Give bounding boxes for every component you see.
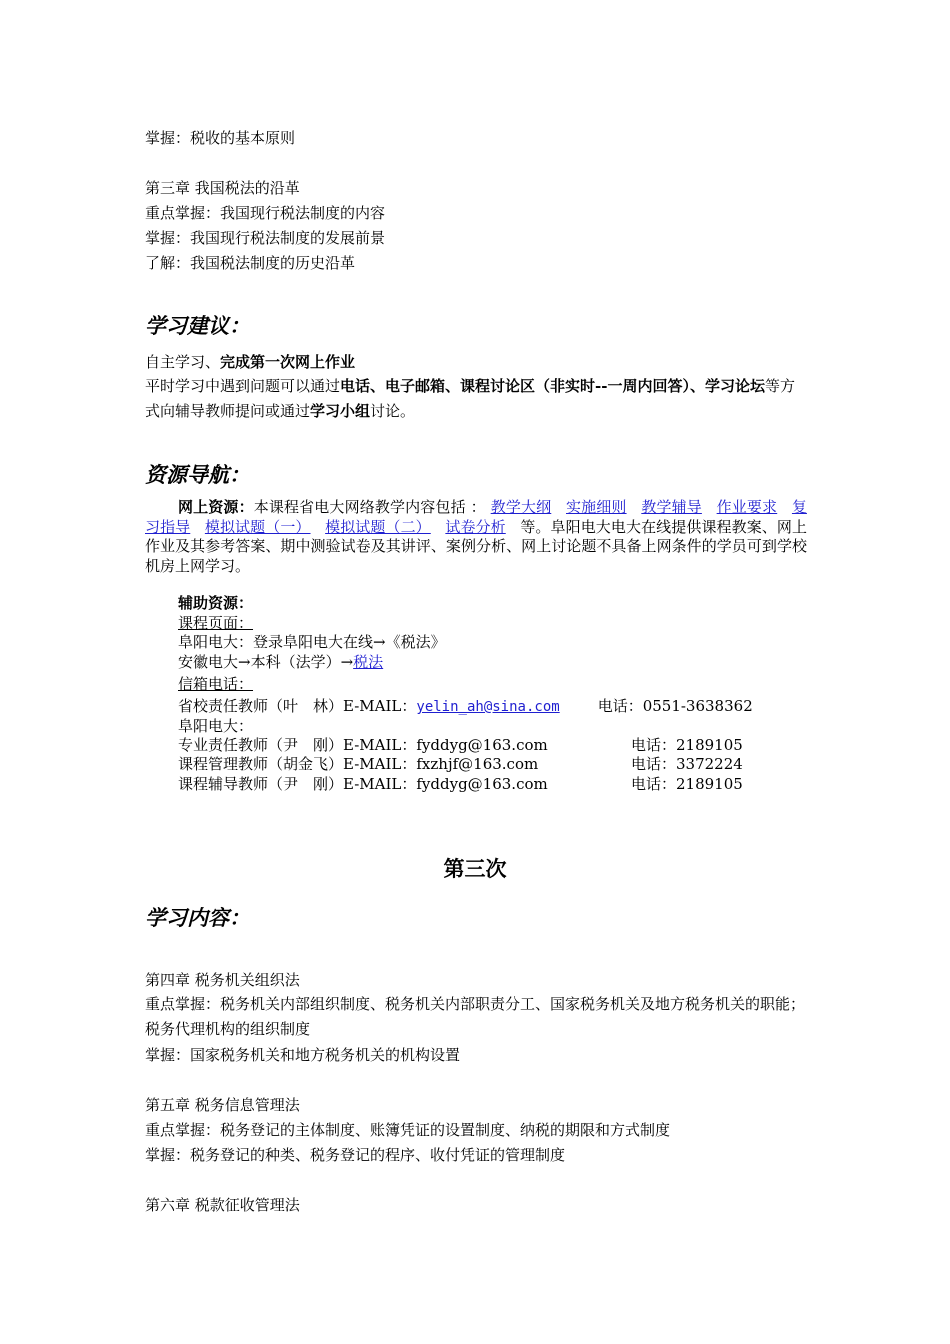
contact-phone: 电话：2189105 (631, 736, 743, 754)
chapter3-title: 第三章 我国税法的沿革 (145, 179, 300, 197)
link-mock-exam-2[interactable]: 模拟试题（二） (325, 517, 431, 536)
advice-plain2: 等方式向辅导教师提问或通过 (145, 377, 795, 420)
link-implementation-rules[interactable]: 实施细则 (566, 498, 627, 516)
section-title: 第三次 (443, 856, 507, 881)
contact-row (178, 775, 743, 795)
online-resources-label: 网上资源： (178, 498, 254, 516)
fuyang-label: 阜阳电大： (178, 717, 254, 735)
provincial-teacher-prefix: 省校责任教师（叶 林）E-MAIL： (178, 697, 417, 715)
advice-line1 (145, 352, 355, 372)
chapter5-title: 第五章 税务信息管理法 (145, 1096, 300, 1114)
contact-row (178, 755, 743, 775)
anhui-course-prefix: 安徽电大→本科（法学）→ (178, 653, 354, 671)
chapter6-title: 第六章 税款征收管理法 (145, 1196, 300, 1214)
chapter3-know-point: 了解：我国税法制度的历史沿革 (145, 254, 356, 272)
advice-line1-bold: 完成第一次网上作业 (220, 353, 356, 371)
online-resources-paragraph (145, 498, 807, 576)
aux-resources-label: 辅助资源： (178, 594, 254, 612)
chapter5-key-point: 重点掌握：税务登记的主体制度、账簿凭证的设置制度、纳税的期限和方式制度 (145, 1121, 671, 1139)
fuyang-course-line: 阜阳电大：登录阜阳电大在线→《税法》 (178, 633, 446, 651)
advice-plain1: 平时学习中遇到问题可以通过 (145, 377, 341, 395)
advice-paragraph (145, 374, 807, 423)
online-resources-text: 本课程省电大网络教学内容包括 ： (253, 498, 486, 516)
link-tax-law[interactable]: 税法 (353, 653, 384, 671)
chapter4-key-point: 重点掌握：税务机关内部组织制度、税务机关内部职责分工、国家税务机关及地方税务机关的职能；税务代理机构的组织制度 (145, 995, 806, 1038)
resources-heading: 资源导航： (145, 462, 250, 487)
contact-role: 专业责任教师（尹 刚）E-MAIL：fyddyg@163.com (178, 736, 548, 754)
contact-role: 课程辅导教师（尹 刚）E-MAIL：fyddyg@163.com (178, 775, 548, 793)
contact-role: 课程管理教师（胡金飞）E-MAIL：fxzhjf@163.com (178, 755, 539, 773)
provincial-teacher-phone: 电话：0551-3638362 (597, 697, 753, 715)
online-resources-tail: 等。阜阳电大电大在线提供课程教案、网上作业及其参考答案、期中测验试卷及其讲评、案例分析、网上讨论题不具备上网条件的学员可到学校机房上网学习。 (145, 517, 807, 575)
advice-bold1: 电话、电子邮箱、课程讨论区（非实时--一周内回答）、学习论坛 (340, 377, 765, 395)
contact-row (178, 736, 743, 756)
master-principle-line: 掌握：税收的基本原则 (145, 129, 296, 147)
anhui-course-line (178, 653, 383, 673)
chapter3-master-point: 掌握：我国现行税法制度的发展前景 (145, 229, 386, 247)
link-exam-analysis[interactable]: 试卷分析 (445, 517, 506, 536)
course-page-label: 课程页面： (178, 614, 254, 632)
chapter5-master-point: 掌握：税务登记的种类、税务登记的程序、收付凭证的管理制度 (145, 1146, 566, 1164)
chapter4-master-point: 掌握：国家税务机关和地方税务机关的机构设置 (145, 1046, 461, 1064)
link-mock-exam-1[interactable]: 模拟试题（一） (204, 517, 311, 536)
link-teaching-guidance[interactable]: 教学辅导 (641, 498, 702, 516)
chapter4-title: 第四章 税务机关组织法 (145, 971, 300, 989)
provincial-teacher-email-link[interactable]: yelin_ah@sina.com (416, 699, 560, 715)
contact-label: 信箱电话： (178, 675, 254, 693)
study-content-heading: 学习内容： (145, 905, 250, 930)
contact-phone: 电话：3372224 (631, 755, 743, 773)
link-syllabus[interactable]: 教学大纲 (490, 498, 552, 516)
advice-line1-plain: 自主学习、 (145, 353, 221, 371)
advice-bold2: 学习小组 (310, 401, 371, 420)
contact-phone: 电话：2189105 (631, 775, 743, 793)
link-homework-requirements[interactable]: 作业要求 (716, 498, 778, 516)
link-review-guidance[interactable]: 复习指导 (145, 498, 807, 536)
advice-heading: 学习建议： (145, 313, 250, 338)
advice-plain3: 讨论。 (370, 401, 416, 420)
chapter3-key-point: 重点掌握：我国现行税法制度的内容 (145, 204, 386, 222)
provincial-teacher-row (178, 697, 753, 718)
